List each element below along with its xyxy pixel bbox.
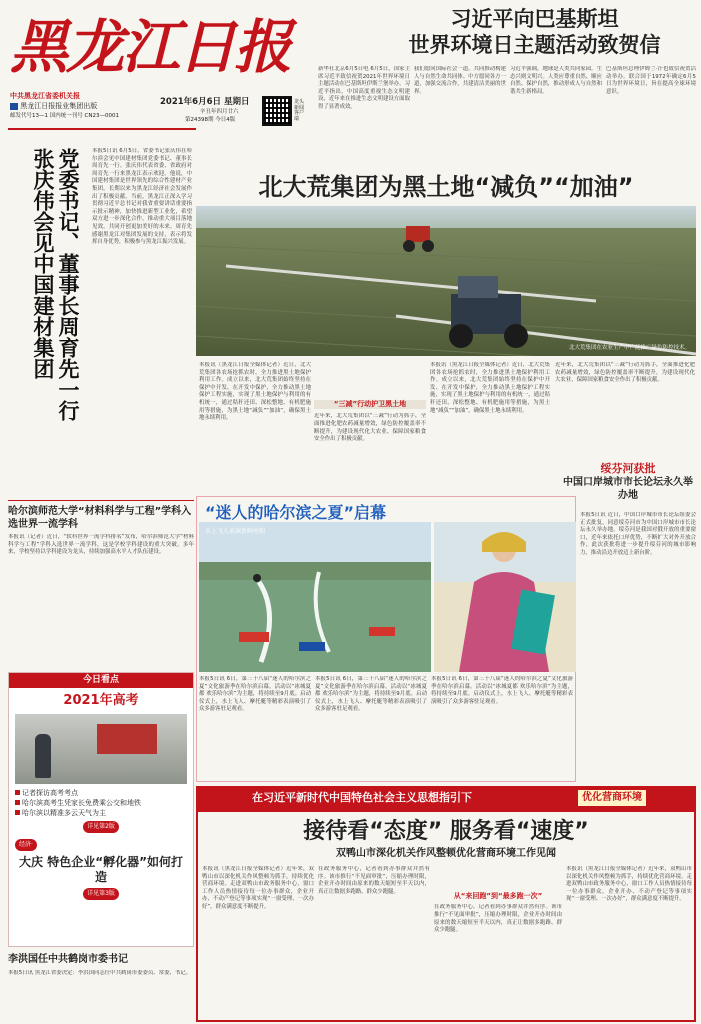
main-photo-caption: 北大荒集团在农业生产中广泛推广绿色防控技术。	[568, 344, 690, 351]
issue-date: 2021年6月6日 星期日	[160, 97, 250, 107]
lead-body-col1: 新华社北京6月5日电 6月5日，国家主席习近平致信祝贺2021年世界环境日主题活动在巴基斯坦伊斯兰堡举办。习近平指出，中国高度重视生态文明建设，近年来在推进生态文明建设方面取得了显著成效。	[318, 66, 410, 110]
main-headline: 北大荒集团为黑土地“减负”“加油”	[258, 173, 634, 201]
business-body-col4: 本报讯（黑龙江日报全媒体记者）近年来，双鸭山市以深化机关作风整顿为抓手，持续优化营商环境。走进双鸭山市政务服务中心，窗口工作人员热情接待每一位办事群众，企业开办、不动产登记等事项实现“一窗受理、一次办好”，群众满意度不断提升。	[566, 866, 692, 903]
hsd-body: 本报讯（记者）近日，“软科世界一流学科排名”发布，哈尔滨师范大学“材料科学与工程”学科入选世界一流学科，这是学校学科建设的重大突破。多年来，学校坚持以学科建设为龙头，持续加强高水平人才队伍建设。	[8, 534, 194, 556]
main-photo	[196, 206, 696, 356]
business-body-col2: 在政务服务中心，记者看到办事群众井然有序。该市推行“不见面审批”，压缩办理时限，企业开办时间由原来的数天缩短至半天以内，真正让数据多跑路、群众少跑腿。	[318, 866, 430, 895]
business-body-col1: 本报讯（黑龙江日报全媒体记者）近年来，双鸭山市以深化机关作风整顿为抓手，持续优化营商环境。走进双鸭山市政务服务中心，窗口工作人员热情接待每一位办事群众，企业开办、不动产登记等事项实现“一窗受理、一次办好”，群众满意度不断提升。	[202, 866, 314, 910]
summer-body-col3: 本报5日讯 6日，第三十八届“迷人的哈尔滨之夏”文化旅游季在哈尔滨启幕。活动以“冰城夏都 欢乐哈尔滨”为主题，将持续至9月底。启动仪式上，水上飞人、摩托艇等精彩表演吸引了众多游客驻足观看。	[431, 676, 573, 705]
section-strip	[196, 786, 696, 812]
performer-image	[434, 522, 576, 672]
exam-photo	[15, 714, 187, 784]
see-page-link-2[interactable]: 详见第3版	[83, 888, 119, 900]
main-body-col3: 本报讯（黑龙江日报全媒体记者）近日，北大荒集团各农场抢抓农时，全力推进黑土地保护利用工作。成立以来，北大荒集团始终坚持在保护中开发、在开发中保护，全力推动黑土地保护工程实施，实现了黑土地保护与利用的有机统一，通过秸秆还田、深松整地、有机肥施用等措施，为黑土地“减负”“加油”，确保黑土地永续利用。	[430, 362, 550, 414]
suifenhe-body: 本报5日讯 近日，中国口岸城市市长论坛组委会正式批复，同意绥芬河市为中国口岸城市市长论坛永久举办地。绥芬河是我国对俄开放的重要窗口，近年来依托口岸优势，不断扩大对外开放合作，此次获批将进一步提升绥芬河的城市影响力，推动沿边开放迈上新台阶。	[580, 512, 696, 556]
bullet-icon	[15, 790, 20, 795]
economy-tag: 经济·	[15, 839, 37, 851]
left-divider	[8, 500, 194, 501]
org-name: 中共黑龙江省委机关报	[10, 92, 80, 100]
lead-body-col3: 习近平强调，地球是人类共同家园。生态兴则文明兴。人类应尊重自然、顺应自然、保护自然，推动形成人与自然和谐共生新格局。	[510, 66, 602, 95]
main-body2: 近年来，北大荒集团以“三减”行动为抓手，全面推进化肥农药减量增效，绿色防控覆盖率不断提升，为建设现代化大农业、保障国家粮食安全作出了积极贡献。	[314, 413, 426, 443]
suifenhe-headline-b: 中国口岸城市市长论坛永久举办地	[563, 477, 693, 501]
water-show-image	[199, 522, 431, 672]
today-box	[8, 672, 194, 947]
business-headline: 接待看“态度” 服务看“速度”	[303, 819, 589, 844]
strip-tag: 优化营商环境	[578, 790, 646, 806]
bottom-left-body: 本报5日讯 黑龙江省委决定：李洪国同志任中共鹤岗市委委员、常委、书记。	[8, 970, 192, 976]
left-story-body: 本报5日讯 6月5日，省委书记张庆伟在哈尔滨会见中国建材集团党委书记、董事长周育先一行。张庆伟代表省委、省政府对周育先一行来黑龙江表示欢迎。他说，中国建材集团是世界领先的综合性建材产业集团，长期以来为黑龙江经济社会发展作出了积极贡献。当前，黑龙江正深入学习贯彻习近平总书记对我省重要讲话重要指示批示精神，加快推进新型工业化，希望双方进一步深化合作，推动重大项目落地见效，共同开创更加美好的未来。周育先感谢黑龙江对集团发展的支持，表示将发挥自身优势，积极参与黑龙江振兴发展。	[92, 148, 192, 246]
today-bullet[interactable]: 记者探访高考考点	[15, 788, 187, 798]
today-bullet[interactable]: 哈尔滨高考生凭家长免费乘公交和地铁	[15, 798, 187, 808]
today-box-title: 今日看点	[9, 673, 193, 688]
newspaper-title: 黑龙江日报	[10, 13, 291, 81]
lead-headline-line2: 世界环境日主题活动致贺信	[408, 33, 661, 57]
hsd-headline: 哈尔滨师范大学“材料科学与工程”学科入选世界一流学科	[8, 506, 192, 530]
lead-headline	[372, 6, 697, 58]
summer-photo	[199, 522, 431, 672]
masthead-rule	[8, 128, 196, 130]
issue-number: 第24398期 今日4版	[185, 117, 236, 123]
qr-code-icon[interactable]	[262, 96, 292, 126]
summer-banner: “迷人的哈尔滨之夏”启幕	[205, 503, 387, 522]
lead-body-col4: 巴基斯坦总理伊姆兰·汗也致信祝贺活动举办。联合国于1972年确定6月5日为世界环境日，旨在提高全球环境意识。	[606, 66, 696, 95]
suifenhe-headline-a: 绥芬河获批	[600, 462, 656, 475]
masthead	[10, 6, 291, 90]
today-feature-title[interactable]: 大庆 特色企业“孵化器”如何打造	[19, 854, 183, 884]
publisher: 黑龙江日报报业集团出版	[10, 102, 190, 111]
left-headline-b: 张庆伟会见中国建材集团	[31, 148, 56, 379]
lead-body-col2: 我们愿同国际社会一道，共同推动构建人与自然生命共同体。中方愿同各方一道，加强交流合作，共建清洁美丽的世界。	[414, 66, 506, 95]
postal-codes: 邮发代号13—1 国内统一刊号 CN23—0001	[10, 113, 119, 119]
suifenhe-head	[560, 462, 696, 502]
summer-body-col1: 本报5日讯 6日，第三十八届“迷人的哈尔滨之夏”文化旅游季在哈尔滨启幕。活动以“冰城夏都 欢乐哈尔滨”为主题，将持续至9月底。启动仪式上，水上飞人、摩托艇等精彩表演吸引了众多游客驻足观看。	[199, 676, 311, 713]
business-body-col3	[434, 866, 562, 1022]
see-page-link[interactable]: 详见第2版	[83, 821, 119, 833]
summer-photo-label: 水上飞人表演新鲜亮相	[205, 528, 266, 535]
left-headline-a: 党委书记、董事长周育先一行	[56, 148, 81, 421]
main-body-col1: 本报讯（黑龙江日报全媒体记者）近日，北大荒集团各农场抢抓农时，全力推进黑土地保护利用工作。成立以来，北大荒集团始终坚持在保护中开发、在开发中保护，全力推动黑土地保护工程实施，实现了黑土地保护与利用的有机统一，通过秸秆还田、深松整地、有机肥施用等措施，为黑土地“减负”“加油”，确保黑土地永续利用。	[199, 362, 311, 422]
business-body3: 在政务服务中心，记者看到办事群众井然有序。该市推行“不见面审批”，压缩办理时限，企业开办时间由原来的数天缩短至半天以内，真正让数据多跑路、群众少跑腿。	[434, 904, 562, 934]
banner-figure	[97, 724, 157, 754]
business-subhead2: 从“来回跑”到“最多跑一次”	[453, 892, 543, 900]
lead-headline-line1: 习近平向巴基斯坦	[450, 7, 619, 31]
person-figure	[35, 734, 51, 778]
main-body-col2	[314, 362, 426, 493]
today-bullet[interactable]: 哈尔滨以精准多云天气为主	[15, 808, 187, 818]
lunar-date: 辛丑年四月廿六	[200, 109, 239, 115]
summer-body-col2: 本报5日讯 6日，第三十八届“迷人的哈尔滨之夏”文化旅游季在哈尔滨启幕。活动以“冰城夏都 欢乐哈尔滨”为主题，将持续至9月底。启动仪式上，水上飞人、摩托艇等精彩表演吸引了众多游客驻足观看。	[315, 676, 427, 713]
main-body-col4: 近年来，北大荒集团以“三减”行动为抓手，全面推进化肥农药减量增效，绿色防控覆盖率不断提升，为建设现代化大农业、保障国家粮食安全作出了积极贡献。	[555, 362, 695, 384]
bullet-icon	[15, 810, 20, 815]
main-subhead: “三减”行动护卫黑土地	[314, 400, 426, 409]
bottom-left-headline: 李洪国任中共鹤岗市委书记	[8, 954, 128, 965]
qr-label: 龙头新闻客户端	[294, 99, 305, 122]
publisher-logo-icon	[10, 103, 18, 110]
bullet-icon	[15, 800, 20, 805]
today-subject: 2021年高考	[63, 693, 139, 708]
sprayer-field-image	[196, 206, 696, 356]
performer-photo	[434, 522, 576, 672]
strip-text: 在习近平新时代中国特色社会主义思想指引下	[252, 791, 472, 804]
left-headline	[20, 148, 80, 493]
business-subhead: 双鸭山市深化机关作风整顿优化营商环境工作见闻	[336, 848, 556, 859]
